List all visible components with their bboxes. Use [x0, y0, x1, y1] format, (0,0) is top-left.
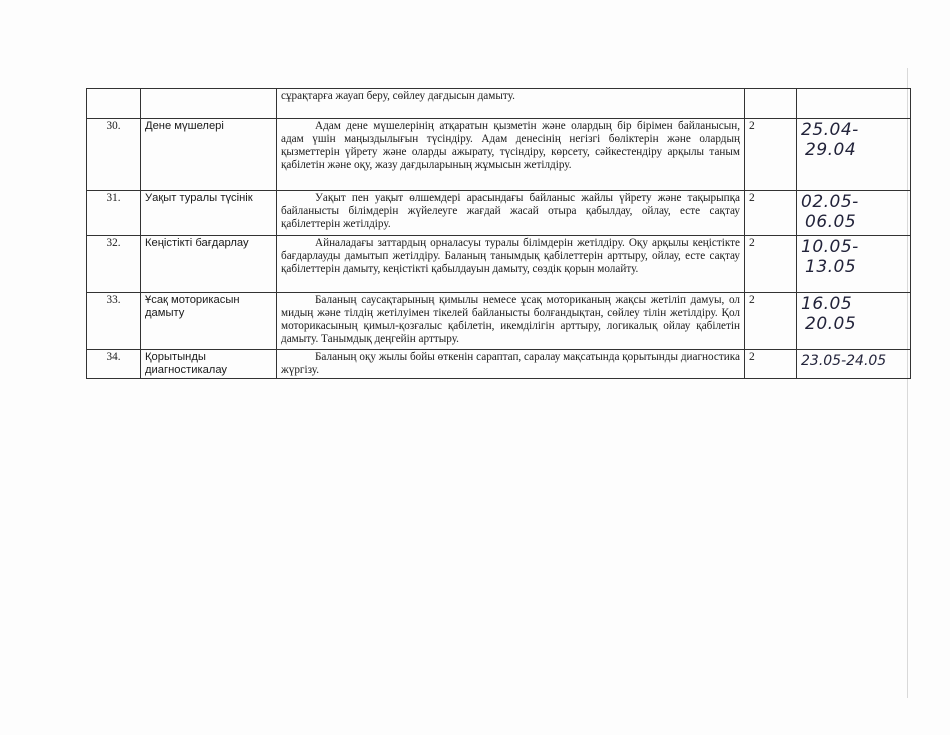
row-number	[87, 89, 141, 119]
date-cell	[797, 191, 911, 236]
date-cell	[797, 236, 911, 293]
row-number: 32.	[87, 236, 141, 293]
description-cell	[277, 191, 745, 236]
hours-cell: 2	[745, 191, 797, 236]
date-cell	[797, 350, 911, 379]
table-row	[87, 119, 911, 191]
handwritten-date-start: 02.05-	[801, 192, 859, 212]
row-number: 31.	[87, 191, 141, 236]
date-cell	[797, 89, 911, 119]
table-row	[87, 89, 911, 119]
hours-cell	[745, 89, 797, 119]
handwritten-date-end: 06.05	[805, 212, 857, 232]
handwritten-date-start: 10.05-	[801, 237, 859, 257]
description-cell	[277, 350, 745, 379]
description-text: Уақыт пен уақыт өлшемдері арасындағы байланыс жайлы үйрету және тақырыпқа байланысты білімдерін жүйелеуге жағдай жасай отыра қабылдау, ойлау, есте сақтау қабілеттерін жетілдіру.	[281, 192, 740, 230]
hours-cell: 2	[745, 350, 797, 379]
hours-cell: 2	[745, 236, 797, 293]
topic-cell: Қорытынды диагностикалау	[141, 350, 277, 379]
topic-cell: Дене мүшелері	[141, 119, 277, 191]
description-cell: сұрақтарға жауап беру, сөйлеу дағдысын дамыту.	[277, 89, 745, 119]
table-row	[87, 293, 911, 350]
row-number: 34.	[87, 350, 141, 379]
topic-cell: Кеңістікті бағдарлау	[141, 236, 277, 293]
hours-cell: 2	[745, 119, 797, 191]
row-number: 30.	[87, 119, 141, 191]
hours-cell: 2	[745, 293, 797, 350]
table-row	[87, 191, 911, 236]
description-text: Баланың оқу жылы бойы өткенін сараптап, саралау мақсатында қорытынды диагностика жүргізу.	[281, 351, 740, 376]
description-cell	[277, 236, 745, 293]
lesson-plan-table	[86, 88, 911, 379]
handwritten-date-end: 13.05	[805, 257, 857, 277]
date-cell	[797, 293, 911, 350]
description-text: Баланың саусақтарының қимылы немесе ұсақ моториканың жақсы жетіліп дамуы, ол мидың және тілдің жетілуімен тікелей байланысты болғандықтан, сөйлеу тілін жетілдіру. Қол моторикасының қимыл-қозғалыс қабілетін, икемділігін арттыру, логикалық ойлау қабілетін дамыту. Танымдық деңгейін арттыру.	[281, 294, 740, 345]
handwritten-date-end: 29.04	[805, 140, 857, 160]
table-row	[87, 350, 911, 379]
topic-cell: Уақыт туралы түсінік	[141, 191, 277, 236]
description-text: Айналадағы заттардың орналасуы туралы білімдерін жетілдіру. Оқу арқылы кеңістікте бағдарлауды дамытып жетілдіру. Баланың танымдық қабілеттерін арттыру, ойлау, есте сақтау қабілеттерін дамыту, кеңістікті қабылдауын дамыту, сөздік қорын молайту.	[281, 237, 740, 275]
row-number: 33.	[87, 293, 141, 350]
handwritten-date-start: 16.05	[801, 294, 853, 314]
handwritten-date-start: 25.04-	[801, 120, 859, 140]
handwritten-date-range: 23.05-24.05	[801, 353, 887, 369]
description-text: Адам дене мүшелерінің атқаратын қызметін және олардың бір бірімен байланысын, адам үшін маңыздылығын түсіндіру. Адам денесінің негізгі бөліктерін және олардың қызметтерін үйрету және оларды ажырату, түсіндіру, көрсету, сәйкестендіру арқылы таным қабілетін және оқу, жазу дағдыларының жұмысын жетілдіру.	[281, 120, 740, 171]
handwritten-date-end: 20.05	[805, 314, 857, 334]
topic-cell: Ұсақ моторикасын дамыту	[141, 293, 277, 350]
description-cell	[277, 119, 745, 191]
description-cell	[277, 293, 745, 350]
topic-cell	[141, 89, 277, 119]
date-cell	[797, 119, 911, 191]
table-row	[87, 236, 911, 293]
